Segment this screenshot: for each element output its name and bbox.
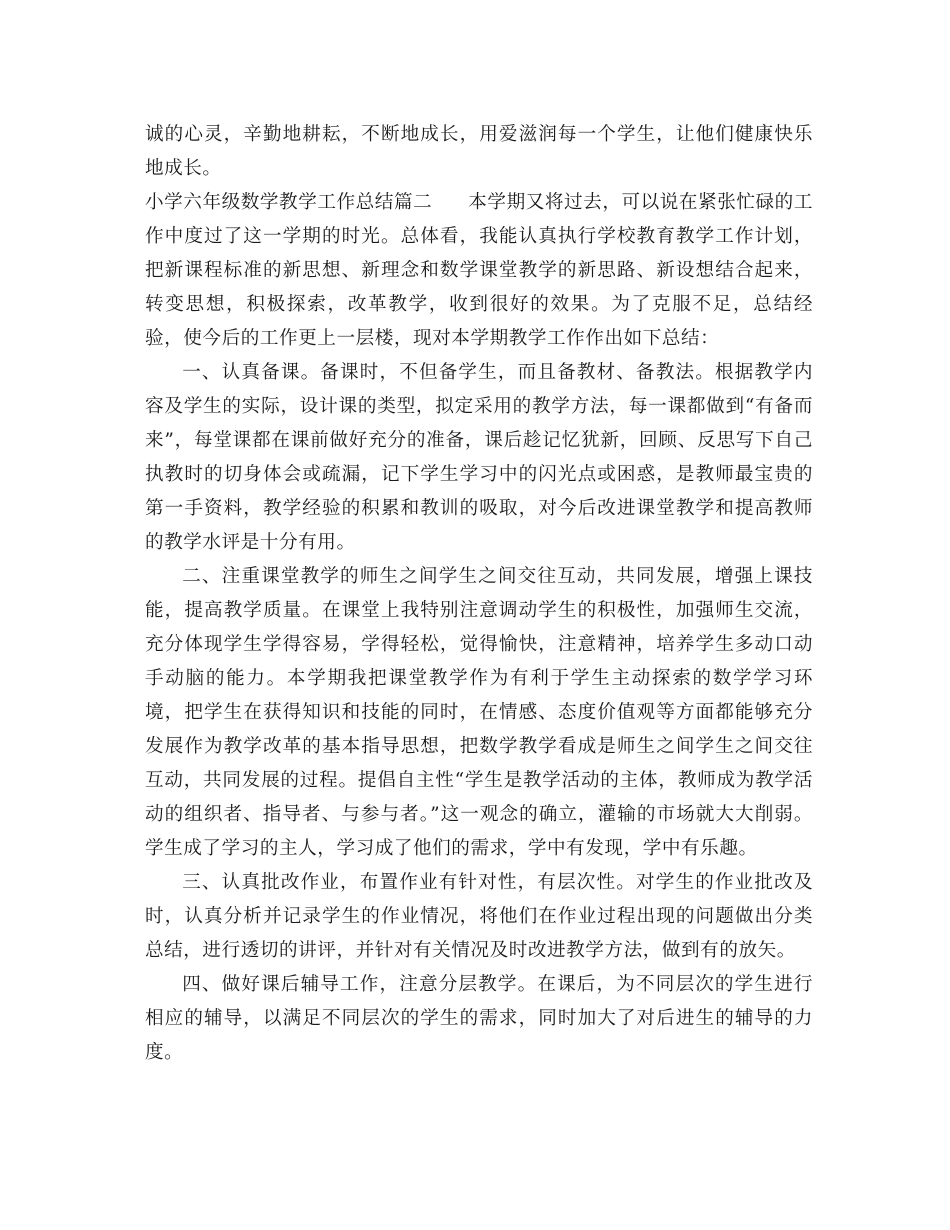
paragraph-homework: 三、认真批改作业，布置作业有针对性，有层次性。对学生的作业批改及时，认真分析并记录学生的作业情况，将他们在作业过程出现的问题做出分类总结，进行透切的讲评，并针对有关情况及时改进教学方法，做到有的放矢。: [145, 872, 813, 961]
section-paragraph: [145, 186, 813, 356]
section-title: 小学六年级数学教学工作总结篇二: [145, 192, 433, 213]
paragraph-classroom-teaching: 二、注重课堂教学的师生之间学生之间交往互动，共同发展，增强上课技能，提高教学质量。在课堂上我特别注意调动学生的积极性，加强师生交流，充分体现学生学得容易，学得轻松，觉得愉快，注意精神，培养学生多动口动手动脑的能力。本学期我把课堂教学作为有利于学生主动探索的数学学习环境，把学生在获得知识和技能的同时，在情感、态度价值观等方面都能够充分发展作为教学改革的基本指导思想，把数学教学看成是师生之间学生之间交往互动，共同发展的过程。提倡自主性“学生是教学活动的主体，教师成为教学活动的组织者、指导者、与参与者。”这一观念的确立，灌输的市场就大大削弱。学生成了学习的主人，学习成了他们的需求，学中有发现，学中有乐趣。: [145, 566, 813, 859]
document-body: [145, 118, 813, 1070]
continuation-paragraph: 诚的心灵，辛勤地耕耘，不断地成长，用爱滋润每一个学生，让他们健康快乐地成长。: [145, 124, 813, 179]
paragraph-tutoring: 四、做好课后辅导工作，注意分层教学。在课后，为不同层次的学生进行相应的辅导，以满足不同层次的学生的需求，同时加大了对后进生的辅导的力度。: [145, 974, 813, 1063]
paragraph-lesson-prep: 一、认真备课。备课时，不但备学生，而且备教材、备教法。根据教学内容及学生的实际，设计课的类型，拟定采用的教学方法，每一课都做到“有备而来”，每堂课都在课前做好充分的准备，课后趁记忆犹新，回顾、反思写下自己执教时的切身体会或疏漏，记下学生学习中的闪光点或困惑，是教师最宝贵的第一手资料，教学经验的积累和教训的吸取，对今后改进课堂教学和提高教师的教学水评是十分有用。: [145, 362, 813, 553]
intro-text: 本学期又将过去，可以说在紧张忙碌的工作中度过了这一学期的时光。总体看，我能认真执行学校教育教学工作计划，把新课程标准的新思想、新理念和数学课堂教学的新思路、新设想结合起来，转变思想，积极探索，改革教学，收到很好的效果。为了克服不足，总结经验，使今后的工作更上一层楼，现对本学期教学工作作出如下总结：: [145, 192, 813, 349]
